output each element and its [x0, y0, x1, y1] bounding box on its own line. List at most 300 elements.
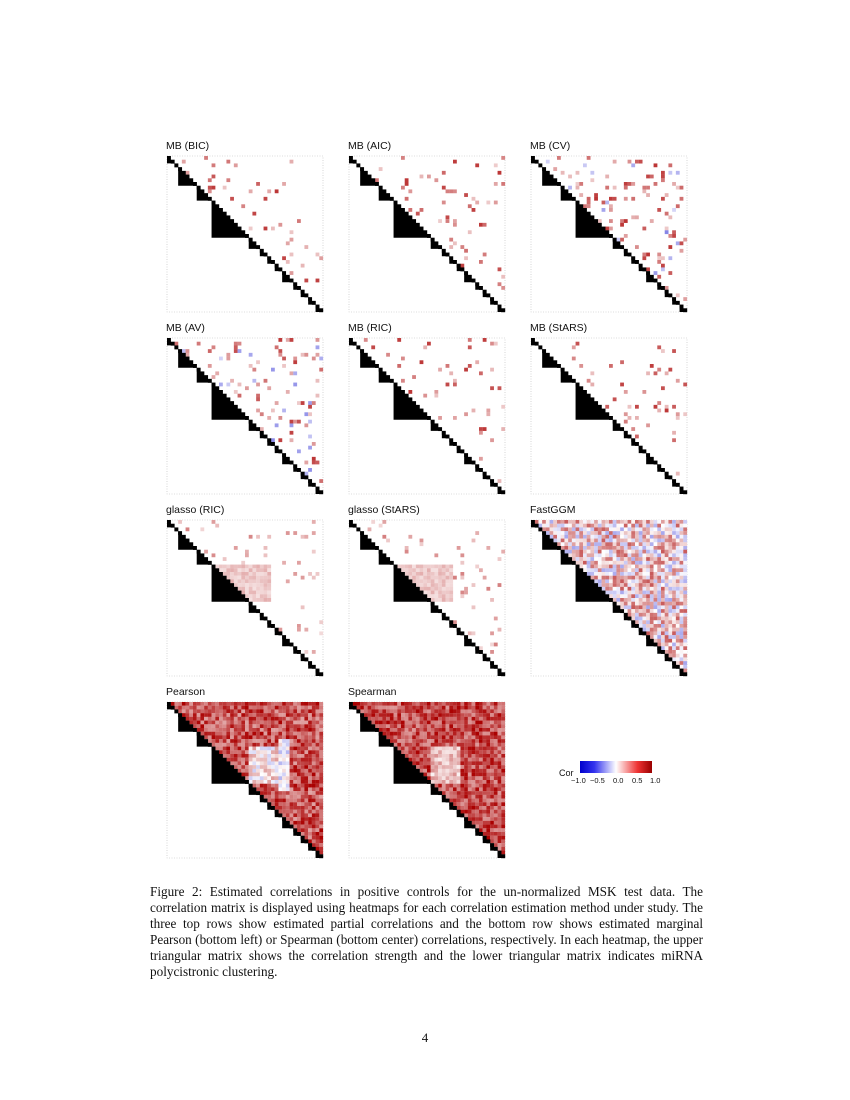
diagonal-cell	[215, 386, 219, 390]
heatmap-cell	[498, 806, 502, 810]
heatmap-cell	[416, 728, 420, 732]
heatmap-cell	[420, 743, 424, 747]
heatmap-cell	[624, 602, 628, 606]
heatmap-cell	[297, 713, 301, 717]
heatmap-cell	[620, 520, 624, 524]
heatmap-cell	[654, 605, 658, 609]
heatmap-cell	[245, 769, 249, 773]
heatmap-cell	[290, 438, 294, 442]
heatmap-cell	[642, 591, 646, 595]
heatmap-cell	[453, 743, 457, 747]
heatmap-cell	[401, 728, 405, 732]
heatmap-cell	[602, 520, 606, 524]
heatmap-cell	[230, 702, 234, 706]
heatmap-cell	[241, 769, 245, 773]
heatmap-cell	[397, 706, 401, 710]
heatmap-cell	[587, 539, 591, 543]
heatmap-cell	[431, 735, 435, 739]
heatmap-cell	[275, 747, 279, 751]
heatmap-cell	[464, 765, 468, 769]
heatmap-cell	[271, 728, 275, 732]
heatmap-cell	[304, 836, 308, 840]
heatmap-cell	[208, 739, 212, 743]
heatmap-cell	[672, 565, 676, 569]
heatmap-cell	[587, 546, 591, 550]
heatmap-cell	[431, 769, 435, 773]
heatmap-cell	[256, 743, 260, 747]
diagonal-cell	[394, 383, 398, 387]
heatmap-cell	[572, 546, 576, 550]
heatmap-cell	[423, 754, 427, 758]
heatmap-cell	[490, 810, 494, 814]
heatmap-cell	[609, 219, 613, 223]
heatmap-cell	[590, 371, 594, 375]
heatmap-cell	[382, 724, 386, 728]
heatmap-cell	[260, 579, 264, 583]
heatmap-cell	[230, 721, 234, 725]
heatmap-cell	[223, 717, 227, 721]
heatmap-cell	[486, 201, 490, 205]
heatmap-cell	[241, 717, 245, 721]
heatmap-cell	[631, 531, 635, 535]
heatmap-cell	[642, 617, 646, 621]
heatmap-cell	[646, 587, 650, 591]
heatmap-cell	[587, 542, 591, 546]
heatmap-cell	[316, 791, 320, 795]
heatmap-cell	[245, 591, 249, 595]
heatmap-cell	[434, 572, 438, 576]
heatmap-cell	[498, 717, 502, 721]
heatmap-cell	[583, 553, 587, 557]
heatmap-cell	[438, 368, 442, 372]
heatmap-cell	[371, 702, 375, 706]
diagonal-cell	[297, 286, 301, 290]
heatmap-cell	[290, 761, 294, 765]
heatmap-cell	[494, 776, 498, 780]
heatmap-cell	[219, 713, 223, 717]
heatmap-cell	[501, 721, 505, 725]
heatmap-cell	[498, 776, 502, 780]
heatmap-cell	[635, 435, 639, 439]
heatmap-cell	[576, 553, 580, 557]
heatmap-cell	[639, 568, 643, 572]
heatmap-cell	[464, 256, 468, 260]
heatmap-cell	[312, 457, 316, 461]
heatmap-cell	[457, 787, 461, 791]
diagonal-cell	[174, 345, 178, 349]
heatmap-cell	[397, 702, 401, 706]
heatmap-cell	[290, 787, 294, 791]
heatmap-cell	[245, 717, 249, 721]
heatmap-cell	[650, 565, 654, 569]
heatmap-cell	[264, 776, 268, 780]
heatmap-cell	[620, 550, 624, 554]
heatmap-cell	[646, 620, 650, 624]
diagonal-cell	[375, 182, 379, 186]
heatmap-cell	[308, 806, 312, 810]
heatmap-cell	[290, 271, 294, 275]
diagonal-cell	[245, 416, 249, 420]
heatmap-cell	[249, 227, 253, 231]
heatmap-cell	[483, 739, 487, 743]
heatmap-cell	[420, 721, 424, 725]
heatmap-cell	[197, 709, 201, 713]
heatmap-cell	[620, 602, 624, 606]
diagonal-cell	[208, 197, 212, 201]
heatmap-cell	[282, 182, 286, 186]
heatmap-cell	[460, 791, 464, 795]
heatmap-cell	[319, 750, 323, 754]
diagonal-cell	[249, 784, 253, 788]
heatmap-cell	[613, 576, 617, 580]
heatmap-cell	[408, 750, 412, 754]
heatmap-cell	[654, 591, 658, 595]
heatmap-cell	[260, 784, 264, 788]
heatmap-cell	[616, 561, 620, 565]
heatmap-cell	[286, 810, 290, 814]
heatmap-cell	[420, 717, 424, 721]
heatmap-cell	[304, 245, 308, 249]
heatmap-cell	[579, 565, 583, 569]
heatmap-cell	[635, 579, 639, 583]
heatmap-cell	[308, 420, 312, 424]
heatmap-cell	[319, 806, 323, 810]
heatmap-cell	[472, 702, 476, 706]
heatmap-cell	[483, 761, 487, 765]
heatmap-cell	[434, 743, 438, 747]
heatmap-cell	[453, 780, 457, 784]
heatmap-cell	[282, 784, 286, 788]
heatmap-cell	[442, 576, 446, 580]
heatmap-cell	[431, 758, 435, 762]
diagonal-cell	[542, 349, 546, 353]
heatmap-cell	[680, 527, 684, 531]
heatmap-cell	[212, 728, 216, 732]
heatmap-cell	[267, 758, 271, 762]
heatmap-cell	[223, 713, 227, 717]
diagonal-cell	[654, 279, 658, 283]
heatmap-cell	[460, 709, 464, 713]
diagonal-cell	[486, 475, 490, 479]
heatmap-cell	[501, 791, 505, 795]
heatmap-cell	[271, 802, 275, 806]
heatmap-cell	[475, 806, 479, 810]
heatmap-cell	[375, 178, 379, 182]
heatmap-cell	[204, 706, 208, 710]
heatmap-cell	[642, 565, 646, 569]
heatmap-cell	[483, 817, 487, 821]
heatmap-cell	[267, 743, 271, 747]
heatmap-cell	[438, 765, 442, 769]
heatmap-cell	[683, 553, 687, 557]
heatmap-cell	[464, 750, 468, 754]
heatmap-cell	[256, 721, 260, 725]
heatmap-cell	[212, 375, 216, 379]
heatmap-cell	[583, 204, 587, 208]
legend-tick: 0.5	[632, 776, 643, 785]
diagonal-cell	[416, 769, 420, 773]
heatmap-cell	[178, 520, 182, 524]
heatmap-cell	[230, 724, 234, 728]
diagonal-cell	[672, 661, 676, 665]
heatmap-cell	[472, 706, 476, 710]
heatmap-cell	[672, 531, 676, 535]
heatmap-cell	[200, 721, 204, 725]
heatmap-cell	[278, 780, 282, 784]
heatmap-cell	[642, 390, 646, 394]
heatmap-cell	[683, 576, 687, 580]
heatmap-cell	[598, 579, 602, 583]
heatmap-cell	[427, 702, 431, 706]
heatmap-cell	[650, 605, 654, 609]
diagonal-cell	[275, 264, 279, 268]
heatmap-cell	[498, 802, 502, 806]
heatmap-cell	[271, 780, 275, 784]
diagonal-cell	[386, 375, 390, 379]
heatmap-cell	[290, 739, 294, 743]
heatmap-cell	[215, 728, 219, 732]
heatmap-cell	[249, 747, 253, 751]
heatmap-cell	[479, 802, 483, 806]
heatmap-cell	[457, 724, 461, 728]
heatmap-cell	[275, 735, 279, 739]
heatmap-cell	[319, 758, 323, 762]
heatmap-cell	[241, 587, 245, 591]
diagonal-cell	[639, 628, 643, 632]
heatmap-cell	[657, 565, 661, 569]
heatmap-cell	[564, 531, 568, 535]
heatmap-cell	[312, 825, 316, 829]
heatmap-cell	[319, 836, 323, 840]
diagonal-cell	[620, 609, 624, 613]
heatmap-cell	[252, 784, 256, 788]
heatmap-cell	[672, 583, 676, 587]
heatmap-cell	[475, 802, 479, 806]
heatmap-cell	[680, 602, 684, 606]
heatmap-cell	[657, 568, 661, 572]
heatmap-cell	[316, 338, 320, 342]
heatmap-cell	[256, 713, 260, 717]
heatmap-cell	[642, 602, 646, 606]
heatmap-cell	[620, 591, 624, 595]
heatmap-cell	[646, 628, 650, 632]
heatmap-cell	[260, 791, 264, 795]
diagonal-cell	[256, 609, 260, 613]
heatmap-cell	[676, 617, 680, 621]
diagonal-cell	[460, 813, 464, 817]
heatmap-cell	[501, 750, 505, 754]
heatmap-cell	[605, 524, 609, 528]
diagonal-cell	[364, 171, 368, 175]
heatmap-cell	[438, 416, 442, 420]
heatmap-cell	[646, 524, 650, 528]
heatmap-cell	[449, 587, 453, 591]
heatmap-cell	[628, 579, 632, 583]
heatmap-cell	[293, 706, 297, 710]
heatmap-cell	[475, 761, 479, 765]
heatmap-cell	[490, 787, 494, 791]
heatmap-cell	[379, 713, 383, 717]
heatmap-cell	[364, 702, 368, 706]
heatmap-cell	[650, 561, 654, 565]
heatmap-cell	[583, 561, 587, 565]
heatmap-cell	[390, 717, 394, 721]
heatmap-cell	[308, 758, 312, 762]
heatmap-cell	[483, 338, 487, 342]
heatmap-cell	[316, 761, 320, 765]
heatmap-cell	[639, 531, 643, 535]
heatmap-cell	[245, 579, 249, 583]
heatmap-cell	[420, 769, 424, 773]
heatmap-cell	[438, 587, 442, 591]
diagonal-cell	[468, 821, 472, 825]
diagonal-cell	[182, 717, 186, 721]
heatmap-cell	[579, 542, 583, 546]
heatmap-cell	[665, 639, 669, 643]
heatmap-cell	[479, 427, 483, 431]
heatmap-cell	[557, 156, 561, 160]
diagonal-cell	[646, 271, 650, 275]
heatmap-cell	[661, 349, 665, 353]
heatmap-cell	[319, 851, 323, 855]
heatmap-cell	[464, 813, 468, 817]
heatmap-cell	[468, 743, 472, 747]
heatmap-cell	[464, 193, 468, 197]
heatmap-cell	[434, 776, 438, 780]
diagonal-cell	[382, 371, 386, 375]
heatmap-cell	[234, 750, 238, 754]
heatmap-cell	[579, 539, 583, 543]
heatmap-cell	[479, 791, 483, 795]
heatmap-cell	[661, 617, 665, 621]
heatmap-cell	[275, 717, 279, 721]
heatmap-cell	[241, 761, 245, 765]
heatmap-cell	[613, 550, 617, 554]
heatmap-cell	[646, 583, 650, 587]
heatmap-cell	[241, 728, 245, 732]
heatmap-cell	[449, 739, 453, 743]
heatmap-cell	[394, 721, 398, 725]
heatmap-cell	[501, 836, 505, 840]
heatmap-cell	[583, 546, 587, 550]
heatmap-cell	[449, 799, 453, 803]
heatmap-cell	[316, 732, 320, 736]
heatmap-cell	[290, 791, 294, 795]
heatmap-cell	[605, 520, 609, 524]
heatmap-cell	[501, 758, 505, 762]
heatmap-cell	[304, 747, 308, 751]
heatmap-cell	[490, 802, 494, 806]
heatmap-cell	[498, 787, 502, 791]
heatmap-cell	[672, 617, 676, 621]
heatmap-cell	[182, 713, 186, 717]
heatmap-cell	[464, 706, 468, 710]
heatmap-cell	[405, 702, 409, 706]
heatmap-cell	[616, 542, 620, 546]
heatmap-cell	[486, 587, 490, 591]
heatmap-cell	[446, 791, 450, 795]
heatmap-cell	[672, 535, 676, 539]
heatmap-cell	[668, 617, 672, 621]
heatmap-cell	[453, 383, 457, 387]
heatmap-cell	[319, 780, 323, 784]
heatmap-cell	[427, 342, 431, 346]
heatmap-cell	[457, 776, 461, 780]
heatmap-cell	[219, 709, 223, 713]
heatmap-cell	[293, 702, 297, 706]
heatmap-cell	[472, 761, 476, 765]
heatmap-cell	[278, 739, 282, 743]
heatmap-cell	[434, 721, 438, 725]
heatmap-cell	[479, 754, 483, 758]
diagonal-cell	[316, 851, 320, 855]
heatmap-cell	[260, 565, 264, 569]
heatmap-cell	[657, 594, 661, 598]
diagonal-cell	[364, 717, 368, 721]
heatmap-cell	[312, 713, 316, 717]
heatmap-cell	[468, 773, 472, 777]
heatmap-cell	[483, 821, 487, 825]
heatmap-cell	[654, 371, 658, 375]
heatmap-cell	[271, 761, 275, 765]
heatmap-cell	[446, 739, 450, 743]
heatmap-cell	[438, 776, 442, 780]
diagonal-cell	[680, 305, 684, 309]
heatmap-cell	[301, 576, 305, 580]
heatmap-cell	[501, 817, 505, 821]
heatmap-cell	[453, 765, 457, 769]
heatmap-cell	[561, 531, 565, 535]
heatmap-cell	[486, 795, 490, 799]
heatmap-cell	[226, 565, 230, 569]
heatmap-cell	[501, 724, 505, 728]
heatmap-cell	[646, 624, 650, 628]
heatmap-cell	[267, 189, 271, 193]
heatmap-cell	[576, 524, 580, 528]
heatmap-cell	[286, 813, 290, 817]
diagonal-cell	[212, 747, 216, 751]
diagonal-cell	[531, 338, 535, 342]
heatmap-cell	[479, 371, 483, 375]
heatmap-cell	[494, 806, 498, 810]
heatmap-cell	[494, 839, 498, 843]
diagonal-cell	[546, 535, 550, 539]
heatmap-cell	[613, 527, 617, 531]
heatmap-cell	[657, 539, 661, 543]
heatmap-cell	[609, 535, 613, 539]
diagonal-cell	[460, 631, 464, 635]
diagonal-cell	[368, 539, 372, 543]
heatmap-cell	[642, 253, 646, 257]
heatmap-cell	[453, 713, 457, 717]
heatmap-cell	[241, 773, 245, 777]
heatmap-cell	[290, 420, 294, 424]
heatmap-cell	[223, 739, 227, 743]
heatmap-cell	[427, 773, 431, 777]
heatmap-cell	[290, 754, 294, 758]
diagonal-cell	[564, 371, 568, 375]
heatmap-cell	[501, 813, 505, 817]
heatmap-cell	[624, 527, 628, 531]
heatmap-cell	[472, 791, 476, 795]
heatmap-cell	[472, 758, 476, 762]
heatmap-cell	[494, 787, 498, 791]
diagonal-cell	[189, 542, 193, 546]
heatmap-cell	[460, 721, 464, 725]
heatmap-cell	[475, 795, 479, 799]
diagonal-cell	[278, 449, 282, 453]
heatmap-cell	[587, 568, 591, 572]
